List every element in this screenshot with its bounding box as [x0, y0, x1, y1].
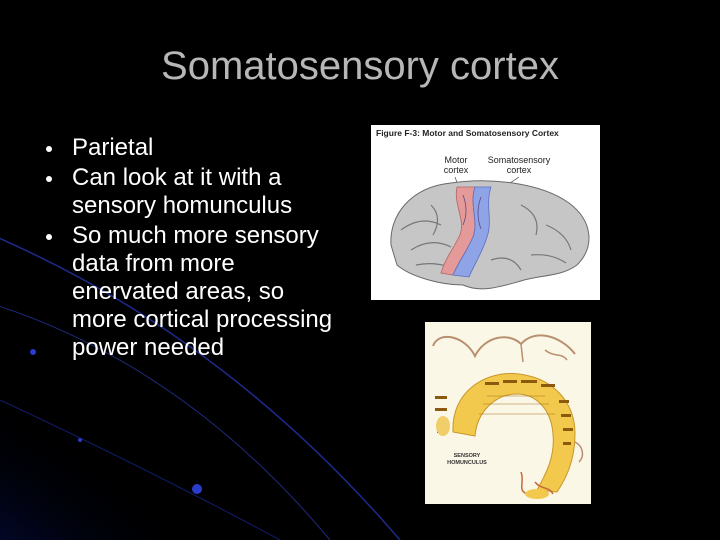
- homunculus-figure: [425, 322, 591, 504]
- bullet-icon: [46, 146, 52, 152]
- bullet-item: [44, 222, 344, 362]
- bullet-text: Can look at it with a sensory homunculus: [72, 164, 293, 219]
- motor-cortex-label: Motor cortex: [443, 155, 469, 175]
- bullet-icon: [46, 176, 52, 182]
- bullet-item: [44, 164, 344, 220]
- slide-title: Somatosensory cortex: [161, 44, 559, 88]
- bullet-text: Parietal: [72, 134, 154, 161]
- bullet-icon: [46, 234, 52, 240]
- bullet-list: [44, 134, 344, 364]
- figure-caption: Figure F-3: Motor and Somatosensory Cortex: [376, 128, 559, 138]
- homunculus-label: SENSORY HOMUNCULUS: [447, 453, 487, 466]
- bullet-text: So much more sensory data from more enervated areas, so more cortical processing power needed: [72, 222, 333, 361]
- homunculus-illustration: [425, 322, 591, 504]
- somatosensory-cortex-label: Somatosensory cortex: [487, 155, 551, 175]
- bullet-item: [44, 134, 344, 162]
- brain-figure: [371, 125, 600, 300]
- brain-illustration: [371, 125, 600, 300]
